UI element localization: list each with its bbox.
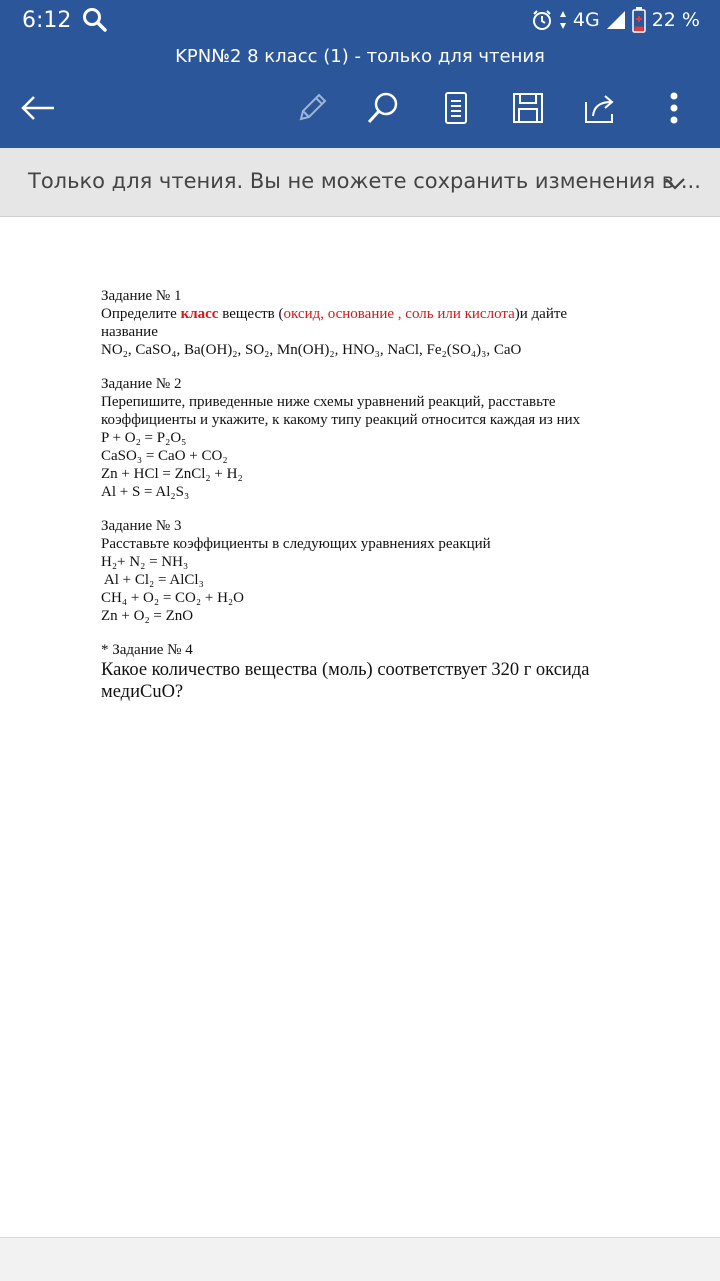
task1-formulas: NO₂, CaSO₄, Ba(OH)₂, SO₂, Mn(OH)₂, HNO₃, NaCl, Fe₂(SO₄)₃, CaO [101, 342, 522, 358]
task2-heading: Задание № 2 [101, 376, 182, 392]
reading-view-button[interactable] [434, 86, 478, 130]
edit-button[interactable] [290, 86, 334, 130]
share-button[interactable] [579, 86, 623, 130]
back-button[interactable] [16, 86, 60, 130]
chevron-down-icon[interactable] [664, 172, 686, 194]
banner-message: Только для чтения. Вы не можете сохранить изменения в ... [28, 169, 701, 193]
task1-text-types: оксид, основание , соль или кислота [283, 306, 515, 322]
reading-view-icon [444, 92, 468, 124]
network-type: 4G [572, 9, 600, 31]
document-title: KPN№2 8 класс (1) - только для чтения [175, 46, 545, 67]
task2-equation: Zn + HCl = ZnCl₂ + H₂ [101, 466, 243, 482]
save-icon [512, 92, 544, 124]
task3-instruction: Расставьте коэффициенты в следующих уравнениях реакций [101, 536, 491, 552]
battery-percent: 22 % [651, 9, 700, 31]
app-bar [0, 40, 720, 148]
task1-text-class: класс [180, 306, 219, 322]
task4-question: Какое количество вещества (моль) соответствует 320 г оксида [101, 660, 590, 680]
task2-equation: P + O₂ = P₂O₅ [101, 430, 187, 446]
document-canvas[interactable] [0, 217, 720, 1237]
signal-icon [606, 10, 626, 30]
task4-question-cont: медиCuO? [101, 682, 184, 702]
task3-equation: CH₄ + O₂ = CO₂ + H₂O [101, 590, 244, 606]
task1-instruction-cont: название [101, 324, 158, 340]
task2-instruction: Перепишите, приведенные ниже схемы уравнений реакций, расставьте [101, 394, 556, 410]
alarm-icon [531, 9, 553, 31]
status-bar [0, 0, 720, 40]
task1-heading: Задание № 1 [101, 288, 182, 304]
task3-equation: H₂+ N₂ = NH₃ [101, 554, 189, 570]
status-indicators [531, 6, 700, 34]
task4-heading: * Задание № 4 [101, 642, 193, 658]
task3-equation: Zn + O₂ = ZnO [101, 608, 194, 624]
search-icon [366, 91, 400, 125]
task1-instruction [101, 305, 641, 323]
task3-equation: Al + Cl₂ = AlCl₃ [101, 572, 204, 588]
pencil-icon [295, 91, 329, 125]
task2-instruction-cont: коэффициенты и укажите, к какому типу реакций относится каждая из них [101, 412, 581, 428]
read-only-banner[interactable] [0, 148, 720, 217]
task2-equation: CaSO₃ = CaO + CO₂ [101, 448, 228, 464]
task2-equation: Al + S = Al₂S₃ [101, 484, 190, 500]
arrow-left-icon [20, 94, 56, 122]
save-button[interactable] [506, 86, 550, 130]
more-options-button[interactable] [652, 86, 696, 130]
search-icon [82, 7, 108, 33]
task1-text-a: Определите [101, 306, 181, 322]
share-icon [584, 92, 618, 124]
task1-text-c: веществ ( [218, 306, 284, 322]
bottom-strip [0, 1237, 720, 1281]
document-body [101, 287, 641, 703]
battery-icon [632, 7, 646, 33]
status-time: 6:12 [22, 8, 72, 33]
find-button[interactable] [361, 86, 405, 130]
task1-text-e: )и дайте [514, 306, 568, 322]
more-icon [669, 92, 679, 124]
data-arrows-icon [559, 10, 567, 30]
task3-heading: Задание № 3 [101, 518, 182, 534]
